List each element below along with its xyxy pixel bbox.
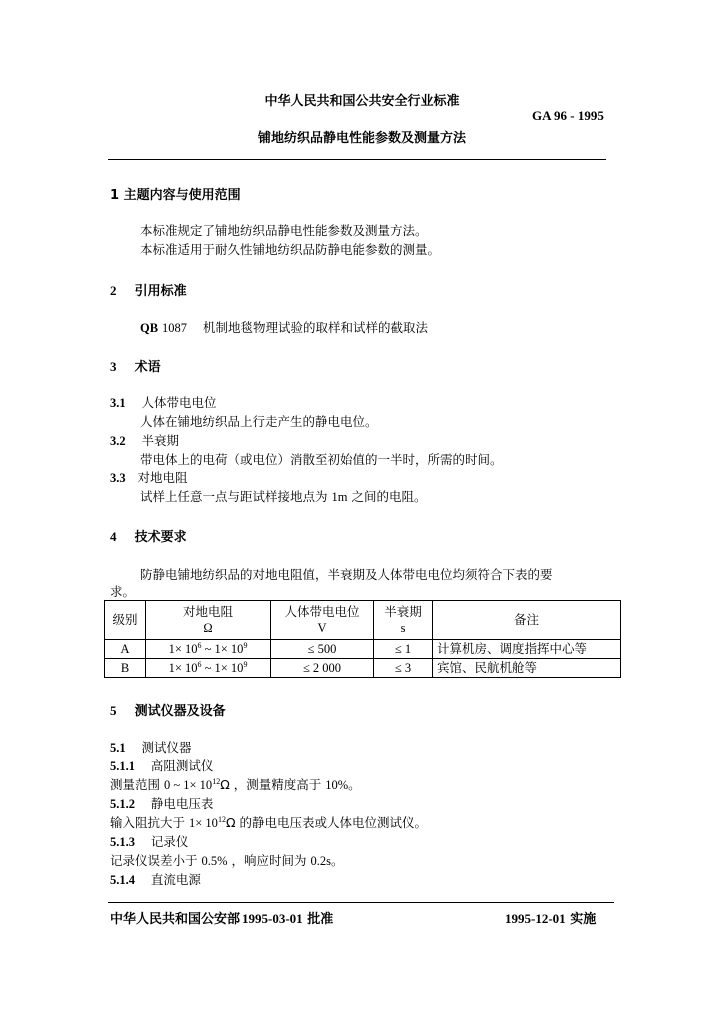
table-header-row xyxy=(105,601,621,640)
item-5-1-1: 5.1.1 高阻测试仪 xyxy=(110,758,214,773)
standard-org-title: 中华人民共和国公共安全行业标准 xyxy=(264,94,460,109)
document-title: 铺地纺织品静电性能参数及测量方法 xyxy=(257,131,466,146)
item-5-1-3: 5.1.3 记录仪 xyxy=(110,834,189,849)
section-1-para-1: 本标准规定了铺地纺织品静电性能参数及测量方法。 xyxy=(140,223,428,238)
term-3-2: 3.2 半衰期 xyxy=(110,433,180,448)
header-resistance: 对地电阻 Ω xyxy=(146,601,271,640)
header-divider xyxy=(108,159,606,160)
cell-grade: A xyxy=(105,640,146,659)
header-half-life: 半衰期 s xyxy=(374,601,433,640)
cell-half-life: ≤ 3 xyxy=(374,659,433,678)
footer-divider xyxy=(108,902,614,903)
term-3-1: 3.1 人体带电电位 xyxy=(110,395,217,410)
section-1-para-2: 本标准适用于耐久性铺地纺织品防静电能参数的测量。 xyxy=(140,242,441,257)
term-3-3-desc: 试样上任意一点与距试样接地点为 1m 之间的电阻。 xyxy=(140,489,427,504)
header-grade: 级别 xyxy=(105,601,146,640)
item-5-1-2: 5.1.2 静电电压表 xyxy=(110,796,214,811)
section-2-reference: QB 1087 机制地毯物理试验的取样和试样的截取法 xyxy=(140,320,428,335)
item-5-1-1-desc: 测量范围 0 ~ $1\times 10^{12}\Omega$ ，测量精度高于 10%。 xyxy=(110,777,361,792)
section-4-para-2: 求。 xyxy=(110,584,136,599)
cell-note: 计算机房、调度指挥中心等 xyxy=(433,640,621,659)
cell-resistance: $1\times 10^6$ ~ $1\times 10^9$ xyxy=(146,659,271,678)
term-3-3: 3.3 对地电阻 xyxy=(110,470,188,485)
cell-potential: ≤ 500 xyxy=(271,640,374,659)
section-3-heading: 3 术语 xyxy=(110,359,161,375)
header-note: 备注 xyxy=(433,601,621,640)
cell-note: 宾馆、民航机舱等 xyxy=(433,659,621,678)
table-row xyxy=(105,659,621,678)
section-1-heading: 1 主题内容与使用范围 xyxy=(110,188,241,203)
table-row xyxy=(105,640,621,659)
footer-implementation: 1995-12-01 实施 xyxy=(505,911,597,927)
cell-half-life: ≤ 1 xyxy=(374,640,433,659)
standard-code: GA 96 - 1995 xyxy=(532,108,604,123)
cell-grade: B xyxy=(105,659,146,678)
section-5-heading: 5 测试仪器及设备 xyxy=(110,703,226,719)
cell-resistance: $1\times 10^6$ ~ $1\times 10^9$ xyxy=(146,640,271,659)
section-2-heading: 2 引用标准 xyxy=(110,283,187,299)
item-5-1-3-desc: 记录仪误差小于 0.5% ，响应时间为 0.2s。 xyxy=(110,853,344,868)
term-3-2-desc: 带电体上的电荷（或电位）消散至初始值的一半时，所需的时间。 xyxy=(140,452,503,467)
term-3-1-desc: 人体在铺地纺织品上行走产生的静电电位。 xyxy=(140,414,378,429)
header-body-potential: 人体带电电位 V xyxy=(271,601,374,640)
section-4-heading: 4 技术要求 xyxy=(110,529,187,545)
item-5-1-2-desc: 输入阻抗大于 $1\times 10^{12}\Omega$ 的静电电压表或人体电位测试仪。 xyxy=(110,815,427,830)
requirements-table xyxy=(104,600,621,678)
cell-potential: ≤ 2 000 xyxy=(271,659,374,678)
footer-approval: 中华人民共和国公安部 1995-03-01 批准 xyxy=(110,911,334,927)
item-5-1-4: 5.1.4 直流电源 xyxy=(110,872,201,887)
item-5-1: 5.1 测试仪器 xyxy=(110,740,192,755)
section-4-para-1: 防静电铺地纺织品的对地电阻值，半衰期及人体带电电位均须符合下表的要 xyxy=(140,567,553,582)
